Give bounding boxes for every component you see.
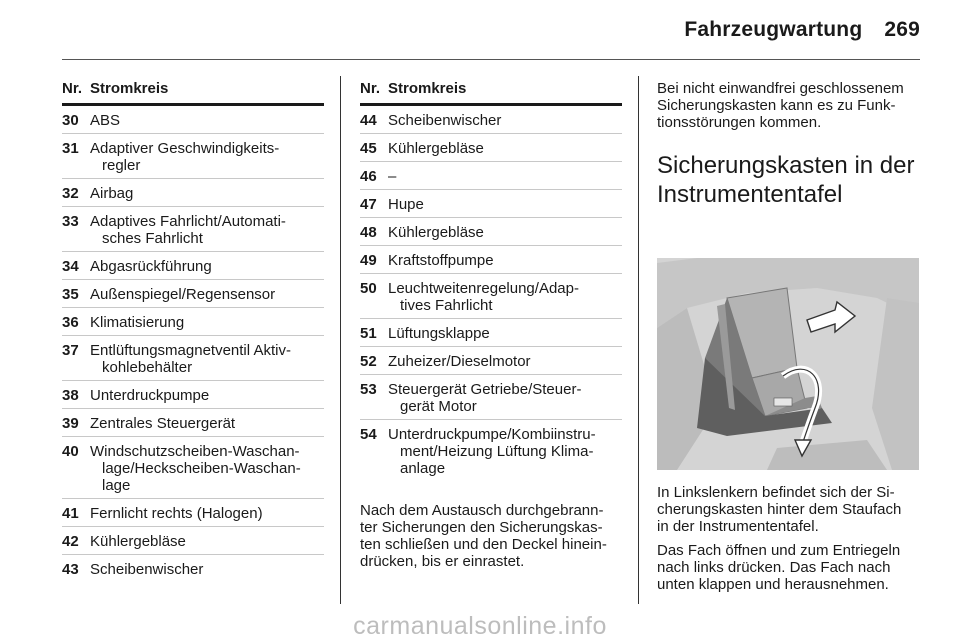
circuit-line: Unterdruckpumpe [90,387,210,404]
column-divider-2 [638,76,639,604]
circuit-line: Scheibenwischer [388,112,502,129]
circuit-name [388,325,622,342]
table-row [62,336,324,381]
circuit-name [388,280,622,314]
table-row [62,409,324,437]
circuit-line: Kraftstoffpumpe [388,252,494,269]
circuit-name [90,112,324,129]
circuit-name [388,112,622,129]
table-row [62,381,324,409]
table-row [62,555,324,582]
table-header [62,80,324,106]
table-row [62,437,324,499]
circuit-name [90,387,324,404]
table-body [62,106,324,582]
circuit-line: Kühlergebläse [388,140,484,157]
column-header-nr: Nr. [360,80,381,97]
circuit-line: tives Fahrlicht [400,297,493,314]
circuit-line: regler [102,157,141,174]
circuit-line: sches Fahrlicht [102,230,203,247]
circuit-line: Kühlergebläse [90,533,186,550]
fuse-number: 33 [62,213,79,230]
text-line: cherungskasten hinter dem Staufach [657,501,902,518]
fuse-number: 44 [360,112,377,129]
fuse-number: 31 [62,140,79,157]
paragraph-after-replacement [360,502,630,570]
fuse-number: 41 [62,505,79,522]
fuse-number: 38 [62,387,79,404]
circuit-line: ment/Heizung Lüftung Klima- [400,443,594,460]
fuse-table-middle [360,80,622,481]
fuse-number: 47 [360,196,377,213]
circuit-line: Adaptiver Geschwindigkeits- [90,140,280,157]
text-line: In Linkslenkern befindet sich der Si- [657,484,895,501]
fuse-number: 50 [360,280,377,297]
table-row [62,207,324,252]
text-line: unten klappen und herausnehmen. [657,576,889,593]
table-header [360,80,622,106]
fuse-number: 46 [360,168,377,185]
circuit-name [90,286,324,303]
column-divider-1 [340,76,341,604]
circuit-line: Zentrales Steuergerät [90,415,236,432]
chapter-title: Fahrzeugwartung [684,18,863,41]
table-row [360,162,622,190]
text-line: Nach dem Austausch durchgebrann- [360,502,604,519]
circuit-line: Adaptives Fahrlicht/Automati- [90,213,286,230]
table-row [360,134,622,162]
table-row [360,274,622,319]
heading-line: Sicherungskasten in der [657,152,915,179]
fuse-number: 30 [62,112,79,129]
circuit-name [388,426,622,477]
fuse-number: 51 [360,325,377,342]
circuit-line: Klimatisierung [90,314,185,331]
text-line: in der Instrumententafel. [657,518,819,535]
fuse-number: 35 [62,286,79,303]
circuit-line: Leuchtweitenregelung/Adap- [388,280,579,297]
fuse-table-left [62,80,324,582]
fuse-number: 48 [360,224,377,241]
table-row [62,106,324,134]
paragraph-location [657,484,937,535]
circuit-name [90,342,324,376]
fuse-number: 53 [360,381,377,398]
table-row [62,527,324,555]
text-line: drücken, bis er einrastet. [360,553,525,570]
fuse-number: 36 [62,314,79,331]
circuit-line: lage/Heckscheiben-Waschan- [102,460,301,477]
circuit-line: Airbag [90,185,134,202]
text-line: nach links drücken. Das Fach nach [657,559,891,576]
heading-line: Instrumententafel [657,181,843,208]
table-row [360,246,622,274]
text-line: tionsstörungen kommen. [657,114,822,131]
column-header-nr: Nr. [62,80,83,97]
table-row [360,319,622,347]
table-row [360,190,622,218]
fusebox-illustration [657,258,919,470]
fuse-number: 54 [360,426,377,443]
circuit-line: anlage [400,460,446,477]
fuse-number: 52 [360,353,377,370]
header-title [620,18,920,42]
circuit-line: Scheibenwischer [90,561,204,578]
page-number: 269 [884,18,920,41]
circuit-name [90,533,324,550]
table-row [62,280,324,308]
table-row [360,375,622,420]
fuse-number: 32 [62,185,79,202]
circuit-name [388,168,622,185]
circuit-name [90,140,324,174]
circuit-line: kohlebehälter [102,359,193,376]
text-line: ter Sicherungen den Sicherungskas- [360,519,603,536]
fuse-number: 39 [62,415,79,432]
table-row [62,499,324,527]
table-row [360,106,622,134]
circuit-name [388,252,622,269]
circuit-name [388,196,622,213]
header-rule [62,59,920,60]
paragraph-warning [657,80,937,131]
circuit-line: Lüftungsklappe [388,325,490,342]
circuit-name [388,224,622,241]
table-body [360,106,622,481]
circuit-line: Außenspiegel/Regensensor [90,286,276,303]
circuit-line: Entlüftungsmagnetventil Aktiv- [90,342,291,359]
circuit-name [90,415,324,432]
fuse-number: 42 [62,533,79,550]
circuit-line: Fernlicht rechts (Halogen) [90,505,263,522]
circuit-name [90,505,324,522]
circuit-line: – [388,168,397,185]
circuit-name [90,561,324,578]
circuit-line: Hupe [388,196,424,213]
fuse-number: 34 [62,258,79,275]
circuit-line: gerät Motor [400,398,477,415]
circuit-line: Kühlergebläse [388,224,484,241]
fuse-number: 49 [360,252,377,269]
fuse-number: 40 [62,443,79,460]
text-line: ten schließen und den Deckel hinein- [360,536,607,553]
circuit-name [90,258,324,275]
table-row [360,218,622,246]
circuit-line: Steuergerät Getriebe/Steuer- [388,381,582,398]
table-row [62,179,324,207]
circuit-name [90,443,324,494]
table-row [62,308,324,336]
circuit-line: Unterdruckpumpe/Kombiinstru- [388,426,596,443]
circuit-line: lage [102,477,131,494]
table-row [360,347,622,375]
circuit-line: Zuheizer/Dieselmotor [388,353,531,370]
text-line: Sicherungskasten kann es zu Funk- [657,97,896,114]
glovebox-drawing [657,258,919,470]
text-line: Das Fach öffnen und zum Entriegeln [657,542,901,559]
column-header-circuit: Stromkreis [90,80,169,97]
circuit-name [388,140,622,157]
circuit-line: Windschutzscheiben-Waschan- [90,443,300,460]
section-heading [657,151,927,209]
table-row [62,252,324,280]
circuit-line: Abgasrückführung [90,258,212,275]
circuit-name [90,213,324,247]
fuse-number: 37 [62,342,79,359]
circuit-name [388,381,622,415]
column-header-circuit: Stromkreis [388,80,467,97]
fuse-number: 43 [62,561,79,578]
table-row [360,420,622,481]
circuit-name [90,314,324,331]
text-line: Bei nicht einwandfrei geschlossenem [657,80,904,97]
circuit-name [90,185,324,202]
circuit-name [388,353,622,370]
table-row [62,134,324,179]
fuse-number: 45 [360,140,377,157]
paragraph-instructions [657,542,937,593]
circuit-line: ABS [90,112,121,129]
watermark: carmanualsonline.info [353,612,607,640]
